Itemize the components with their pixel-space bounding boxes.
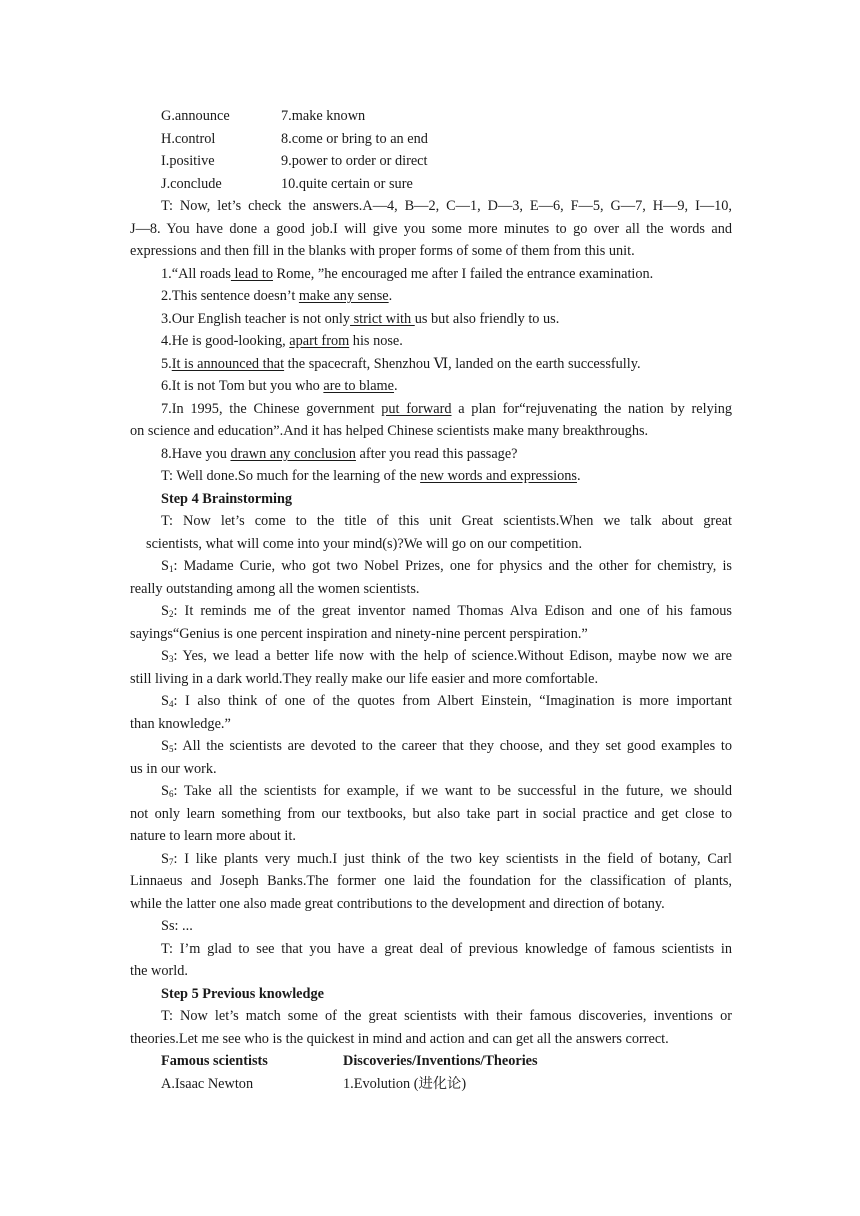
paragraph-line: while the latter one also made great contributions to the development and direction of botany.	[130, 896, 665, 912]
paragraph-line: scientists, what will come into your mind(s)?We will go on our competition.	[146, 536, 583, 552]
sentence-text: 7.In 1995, the Chinese government	[161, 401, 382, 417]
column-header: Discoveries/Inventions/Theories	[343, 1053, 538, 1069]
matching-row	[161, 175, 732, 193]
sentence-text: 6.It is not Tom but you who	[161, 378, 324, 394]
answer-text: : Yes, we lead a better life now with the help of science.Without Edison, maybe now we are	[173, 648, 732, 664]
answers-line: T: Now, let’s check the answers.A—4, B—2, C—1, D—3, E—6, F—5, G—7, H—9, I—10,	[161, 198, 732, 214]
step-heading: Step 5 Previous knowledge	[161, 986, 324, 1002]
paragraph-line: nature to learn more about it.	[130, 828, 296, 844]
sentence-text: us but also friendly to us.	[414, 311, 560, 327]
blank-answer: make any sense	[298, 288, 389, 304]
underlined-phrase: new words and expressions	[420, 468, 577, 484]
answer-text: : It reminds me of the great inventor named Thomas Alva Edison and one of his famous	[173, 603, 732, 619]
speaker-label: $S_3$	[161, 648, 174, 664]
sentence-text: 1.“All roads	[161, 266, 231, 282]
blank-answer: put forward	[381, 401, 452, 417]
paragraph-line: not only learn something from our textbooks, but also take part in social practice and get close to	[130, 806, 732, 822]
blank-answer: lead to	[230, 266, 273, 282]
blank-answer: are to blame	[323, 378, 395, 394]
meaning-cell: 10.quite certain or sure	[281, 176, 413, 192]
scientist-cell: A.Isaac Newton	[161, 1076, 254, 1092]
sentence-text: 2.This sentence doesn’t	[161, 288, 299, 304]
blank-sentence	[161, 332, 732, 350]
paragraph-line: T: Now let’s come to the title of this unit Great scientists.When we talk about great	[161, 513, 732, 529]
word-cell: G.announce	[161, 108, 230, 124]
teacher-remark	[161, 467, 732, 485]
meaning-cell: 7.make known	[281, 108, 366, 124]
sentence-text: the spacecraft, Shenzhou Ⅵ, landed on the earth successfully.	[284, 356, 641, 372]
sentence-text: a plan for“rejuvenating the nation by relying	[451, 401, 732, 417]
paragraph-line: T: I’m glad to see that you have a great deal of previous knowledge of famous scientists in	[161, 941, 732, 957]
matching-row	[161, 152, 732, 170]
sentence-text: .	[388, 288, 393, 304]
blank-answer: apart from	[289, 333, 350, 349]
answer-text: : All the scientists are devoted to the career that they choose, and they set good examples to	[173, 738, 732, 754]
answer-text: : I also think of one of the quotes from Albert Einstein, “Imagination is more important	[173, 693, 732, 709]
word-cell: J.conclude	[161, 176, 222, 192]
student-answer	[161, 602, 732, 620]
speaker-label: $S_6$	[161, 783, 174, 799]
paragraph-line: sayings“Genius is one percent inspiration and ninety-nine percent perspiration.”	[130, 626, 588, 642]
blank-sentence	[161, 265, 732, 283]
answer-text: : Take all the scientists for example, if we want to be successful in the future, we should	[173, 783, 732, 799]
sentence-text: .	[576, 468, 581, 484]
student-answer	[161, 647, 732, 665]
student-answer	[161, 850, 732, 868]
matching-row	[161, 107, 732, 125]
speaker-label: $S_4$	[161, 693, 174, 709]
blank-sentence	[161, 377, 732, 395]
sentence-text: 8.Have you	[161, 446, 231, 462]
blank-sentence-continued: on science and education”.And it has helped Chinese scientists make many breakthroughs.	[130, 423, 649, 439]
sentence-text: T: Well done.So much for the learning of the	[161, 468, 421, 484]
discovery-cell: 1.Evolution (进化论)	[343, 1076, 467, 1092]
sentence-text: Rome, ”he encouraged me after I failed the entrance examination.	[272, 266, 654, 282]
column-header: Famous scientists	[161, 1053, 268, 1069]
blank-answer: drawn any conclusion	[230, 446, 356, 462]
speaker-label: $S_1$	[161, 558, 174, 574]
word-cell: H.control	[161, 131, 216, 147]
sentence-text: after you read this passage?	[355, 446, 518, 462]
paragraph-line: us in our work.	[130, 761, 217, 777]
table-row	[161, 1075, 732, 1093]
matching-row	[161, 130, 732, 148]
word-cell: I.positive	[161, 153, 215, 169]
blank-sentence	[161, 287, 732, 305]
sentence-text: 3.Our English teacher is not only	[161, 311, 351, 327]
paragraph-line: T: Now let’s match some of the great scientists with their famous discoveries, inventions or	[161, 1008, 732, 1024]
answers-line: J—8. You have done a good job.I will give you some more minutes to go over all the words and	[130, 221, 732, 237]
speaker-label: $S_5$	[161, 738, 174, 754]
paragraph-line: Linnaeus and Joseph Banks.The former one laid the foundation for the classification of plants,	[130, 873, 732, 889]
blank-answer: It is announced that	[171, 356, 285, 372]
paragraph-line: really outstanding among all the women scientists.	[130, 581, 420, 597]
meaning-cell: 8.come or bring to an end	[281, 131, 428, 147]
sentence-text: 4.He is good-looking,	[161, 333, 290, 349]
answers-line: expressions and then fill in the blanks with proper forms of some of them from this unit.	[130, 243, 635, 259]
speaker-label: $S_2$	[161, 603, 174, 619]
step-heading: Step 4 Brainstorming	[161, 491, 293, 507]
student-answer	[161, 782, 732, 800]
student-answer	[161, 737, 732, 755]
blank-sentence	[161, 355, 732, 373]
meaning-cell: 9.power to order or direct	[281, 153, 428, 169]
table-header-row	[161, 1052, 732, 1070]
answer-text: : Madame Curie, who got two Nobel Prizes, one for physics and the other for chemistry, is	[173, 558, 732, 574]
paragraph-line: theories.Let me see who is the quickest in mind and action and can get all the answers correct.	[130, 1031, 669, 1047]
sentence-text: 5.	[161, 356, 172, 372]
blank-answer: strict with	[350, 311, 415, 327]
paragraph-line: still living in a dark world.They really make our life easier and more comfortable.	[130, 671, 599, 687]
paragraph-line: than knowledge.”	[130, 716, 231, 732]
blank-sentence	[161, 310, 732, 328]
sentence-text: his nose.	[349, 333, 403, 349]
answer-text: : I like plants very much.I just think of the two key scientists in the field of botany, Carl	[173, 851, 732, 867]
blank-sentence	[161, 400, 732, 418]
student-answer	[161, 557, 732, 575]
sentence-text: .	[394, 378, 398, 394]
paragraph-line: Ss: ...	[161, 918, 193, 934]
blank-sentence	[161, 445, 732, 463]
paragraph-line: the world.	[130, 963, 188, 979]
speaker-label: $S_7$	[161, 851, 174, 867]
student-answer	[161, 692, 732, 710]
